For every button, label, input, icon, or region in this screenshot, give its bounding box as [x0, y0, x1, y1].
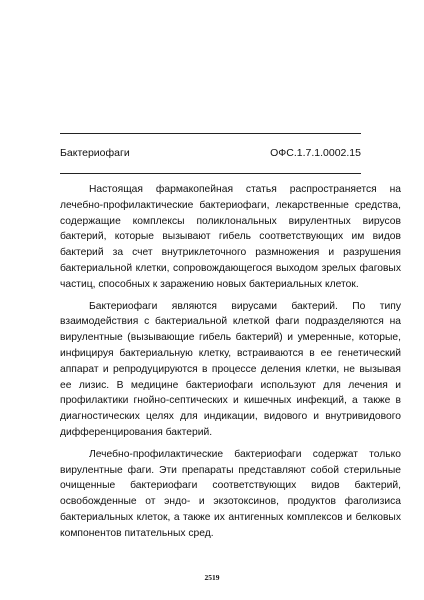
article-body: [60, 182, 401, 548]
page-number: 2519: [204, 573, 220, 582]
running-header: [60, 146, 361, 160]
header-title: Бактериофаги: [60, 147, 130, 159]
document-code: ОФС.1.7.1.0002.15: [270, 147, 361, 159]
header-bottom-rule: [60, 173, 361, 174]
paragraph-composition: Лечебно-профилактические бактериофаги содержат только вирулентные фаги. Эти препараты представляют собой стерильные очищенные бактериофаги соответствующих видов бактерий, освобожденные от эндо- и экзотоксинов, продуктов фаголизиса бактериальных клеток, а также их антигенных комплексов и белковых компонентов питательных сред.: [60, 448, 401, 539]
paragraph-scope: Настоящая фармакопейная статья распространяется на лечебно-профилактические бактериофаги, лекарственные средства, содержащие комплексы поликлональных вирулентных вирусов бактерий, которые вызывают гибель соответствующих им видов бактерий за счет внутриклеточного размножения и разрушения бактериальной клетки, сопровождающегося выходом зрелых фаговых частиц, способных к заражению новых бактериальных клеток.: [60, 184, 401, 290]
header-top-rule: [60, 133, 361, 134]
paragraph-definition: Бактериофаги являются вирусами бактерий. По типу взаимодействия с бактериальной клеткой фаги подразделяются на вирулентные (вызывающие гибель бактерий) и умеренные, которые, инфицируя бактериальную клетку, встраиваются в ее генетический аппарат и репродуцируются в процессе деления клетки, не вызывая ее лизис. В медицине бактериофаги используют для лечения и профилактики гнойно-септических и кишечных инфекций, а также в диагностических целях для индикации, видового и внутривидового дифференцирования бактерий.: [60, 300, 401, 438]
